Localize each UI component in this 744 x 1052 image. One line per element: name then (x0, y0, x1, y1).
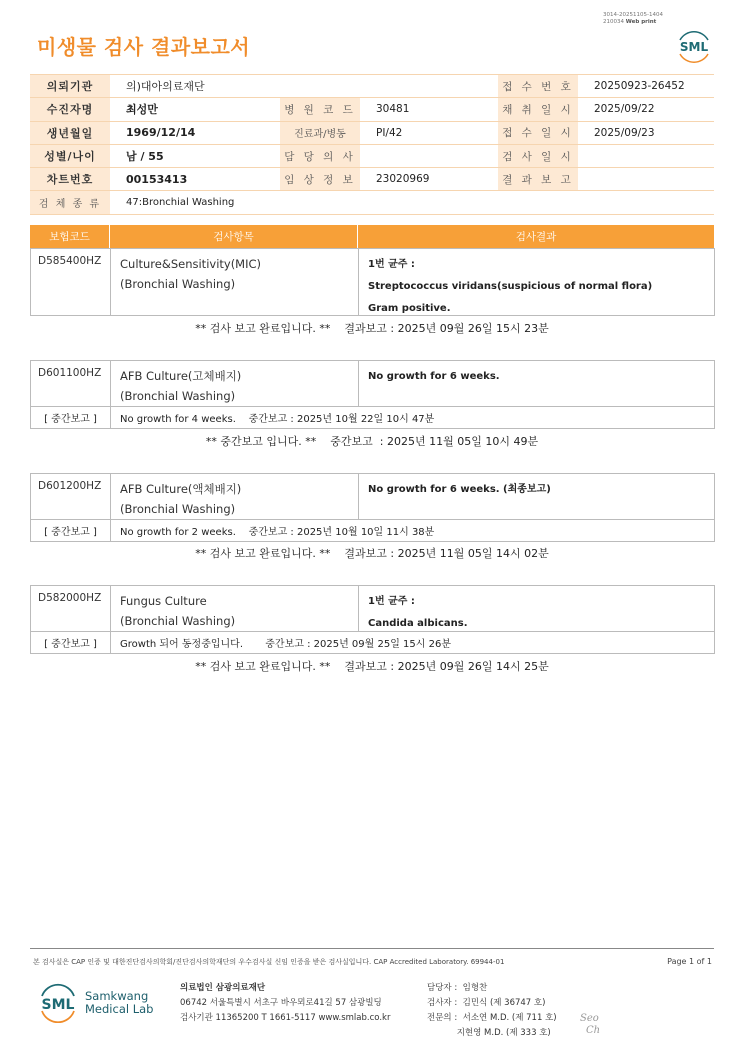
doctor (360, 144, 498, 167)
print-id (603, 12, 663, 26)
requesting-org: 의)대아의료재단 (110, 75, 498, 98)
interim-report-label: [ 중간보고 ] (31, 407, 111, 428)
insurance-code: D582000HZ (31, 586, 111, 631)
label-specimen: 검 체 종 류 (30, 191, 110, 214)
staff-manager: 담당자 : 임형찬 (427, 983, 488, 993)
receipt-no: 20250923-26452 (578, 75, 714, 98)
label-collection-date: 채 취 일 시 (498, 98, 578, 121)
header-test-item: 검사항목 (110, 225, 358, 248)
label-birth-date: 생년월일 (30, 121, 110, 144)
patient-name: 최성만 (110, 98, 280, 121)
info-row (30, 121, 714, 144)
label-doctor: 담 당 의 사 (280, 144, 360, 167)
label-chart-no: 차트번호 (30, 168, 110, 191)
footer-logo (38, 983, 153, 1023)
result-block (30, 585, 715, 654)
interim-report-label: [ 중간보고 ] (31, 520, 111, 541)
footer-divider (30, 948, 714, 949)
staff-specialist-2: 지현영 M.D. (제 333 호) (427, 1028, 551, 1038)
staff-specialist: 전문의 : 서소연 M.D. (제 711 호) (427, 1013, 557, 1023)
label-receipt-no: 접 수 번 호 (498, 75, 578, 98)
label-result-report: 결 과 보 고 (498, 168, 578, 191)
svg-text:SML: SML (679, 40, 709, 54)
birth-date: 1969/12/14 (110, 121, 280, 144)
label-department: 진료과/병동 (280, 121, 360, 144)
interim-report-row (31, 406, 714, 428)
interim-report-row (31, 519, 714, 541)
collection-date: 2025/09/22 (578, 98, 714, 121)
test-item: AFB Culture(고체배지) (Bronchial Washing) (111, 361, 359, 406)
staff-list (427, 981, 557, 1041)
sml-logo (674, 26, 714, 66)
chart-no: 00153413 (110, 168, 280, 191)
report-status: ** 검사 보고 완료입니다. ** 결과보고 : 2025년 09월 26일 15시 23분 (195, 322, 549, 335)
info-row (30, 168, 714, 191)
company-name: Samkwang Medical Lab (85, 989, 154, 1016)
result-block (30, 248, 715, 316)
label-hospital-code: 병 원 코 드 (280, 98, 360, 121)
test-result: No growth for 6 weeks. (최종보고) (368, 484, 551, 495)
result-report (578, 168, 714, 191)
test-item: Culture&Sensitivity(MIC) (Bronchial Washing) (111, 249, 359, 315)
label-patient-name: 수진자명 (30, 98, 110, 121)
info-row (30, 75, 714, 98)
sex-age: 남 / 55 (110, 144, 280, 167)
print-id-line2: 210034 Web print (603, 19, 657, 25)
patient-info-table (30, 74, 714, 215)
clinical-info: 23020969 (360, 168, 498, 191)
label-test-date: 검 사 일 시 (498, 144, 578, 167)
test-result: 1번 균주 : Candida albicans. (368, 596, 468, 629)
interim-report-value: No growth for 2 weeks. 중간보고 : 2025년 10월 10일 11시 38분 (120, 527, 435, 538)
test-item: Fungus Culture (Bronchial Washing) (111, 586, 359, 631)
specimen: 47:Bronchial Washing (110, 191, 714, 214)
interim-report-label: [ 중간보고 ] (31, 632, 111, 653)
label-requesting-org: 의뢰기관 (30, 75, 110, 98)
report-status: ** 검사 보고 완료입니다. ** 결과보고 : 2025년 11월 05일 14시 02분 (195, 547, 549, 560)
insurance-code: D601200HZ (31, 474, 111, 519)
department: PI/42 (360, 121, 498, 144)
info-row (30, 191, 714, 214)
handwritten-signature: Seo Ch (580, 1013, 601, 1036)
label-sex-age: 성별/나이 (30, 144, 110, 167)
test-item: AFB Culture(액체배지) (Bronchial Washing) (111, 474, 359, 519)
test-date (578, 144, 714, 167)
report-title: 미생물 검사 결과보고서 (37, 35, 251, 59)
interim-report-value: No growth for 4 weeks. 중간보고 : 2025년 10월 22일 10시 47분 (120, 414, 435, 425)
test-result: 1번 균주 : Streptococcus viridans(suspicious of normal flora) Gram positive. (368, 259, 653, 314)
report-status: ** 중간보고 입니다. ** 중간보고 : 2025년 11월 05일 10시 49분 (205, 435, 539, 448)
result-block (30, 360, 715, 429)
test-result: No growth for 6 weeks. (368, 371, 500, 382)
svg-text:SML: SML (41, 997, 75, 1013)
company-address: 의료법인 삼광의료재단 06742 서울특별시 서초구 바우뫼로41길 57 삼광빌딩 검사기관 11365200 T 1661-5117 www.smlab.co.kr (180, 983, 391, 1023)
hospital-code: 30481 (360, 98, 498, 121)
result-table-header (30, 225, 714, 248)
label-receipt-date: 접 수 일 시 (498, 121, 578, 144)
sml-footer-logo-icon (38, 983, 78, 1023)
staff-tester: 검사자 : 김민식 (제 36747 호) (427, 998, 546, 1008)
accreditation-note: 본 검사실은 CAP 인증 및 대한진단검사의학회/진단검사의학재단의 우수검사실 신임 인증을 받은 검사실입니다. CAP Accredited Laboratory. 69944-01 (33, 958, 505, 966)
insurance-code: D585400HZ (31, 249, 111, 315)
page-number: Page 1 of 1 (667, 957, 712, 966)
header-insurance-code: 보험코드 (30, 225, 110, 248)
label-clinical-info: 임 상 정 보 (280, 168, 360, 191)
print-id-line1: 3014-20251105-1404 (603, 12, 663, 18)
insurance-code: D601100HZ (31, 361, 111, 406)
result-block (30, 473, 715, 542)
report-status: ** 검사 보고 완료입니다. ** 결과보고 : 2025년 09월 26일 14시 25분 (195, 660, 549, 673)
header-test-result: 검사결과 (515, 231, 557, 243)
info-row (30, 98, 714, 121)
interim-report-value: Growth 되어 동정중입니다. 중간보고 : 2025년 09월 25일 15시 26분 (120, 639, 451, 650)
receipt-date: 2025/09/23 (578, 121, 714, 144)
info-row (30, 144, 714, 167)
